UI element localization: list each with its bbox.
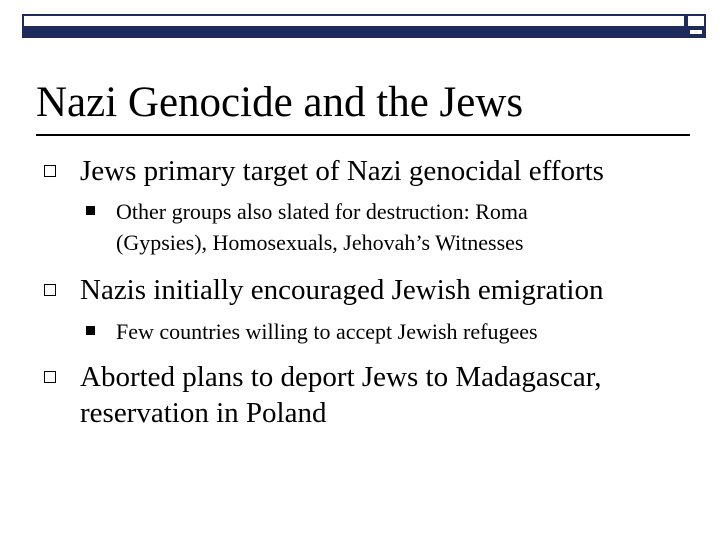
bullet-2-text: Nazis initially encouraged Jewish emigration bbox=[80, 274, 604, 306]
bullet-2-sub-1-line-1: Few countries willing to accept Jewish refugees bbox=[116, 319, 538, 344]
filled-square-bullet-icon bbox=[86, 206, 95, 215]
hollow-square-bullet-icon bbox=[44, 284, 56, 296]
filled-square-bullet-icon bbox=[86, 326, 95, 335]
slide-title: Nazi Genocide and the Jews bbox=[36, 79, 524, 126]
title-divider bbox=[36, 134, 690, 136]
bullet-1-text: Jews primary target of Nazi genocidal efforts bbox=[80, 155, 604, 187]
header-decoration-stripe bbox=[22, 26, 686, 38]
bullet-3-line-1: Aborted plans to deport Jews to Madagascar, bbox=[80, 361, 602, 393]
header-decoration-square-bottom bbox=[686, 26, 706, 38]
bullet-1-sub-1-line-2: (Gypsies), Homosexuals, Jehovah’s Witnesses bbox=[116, 230, 524, 255]
hollow-square-bullet-icon bbox=[44, 165, 56, 177]
hollow-square-bullet-icon bbox=[44, 371, 56, 383]
bullet-3-line-2: reservation in Poland bbox=[80, 397, 327, 429]
bullet-1-sub-1-line-1: Other groups also slated for destruction: Roma bbox=[116, 199, 528, 224]
